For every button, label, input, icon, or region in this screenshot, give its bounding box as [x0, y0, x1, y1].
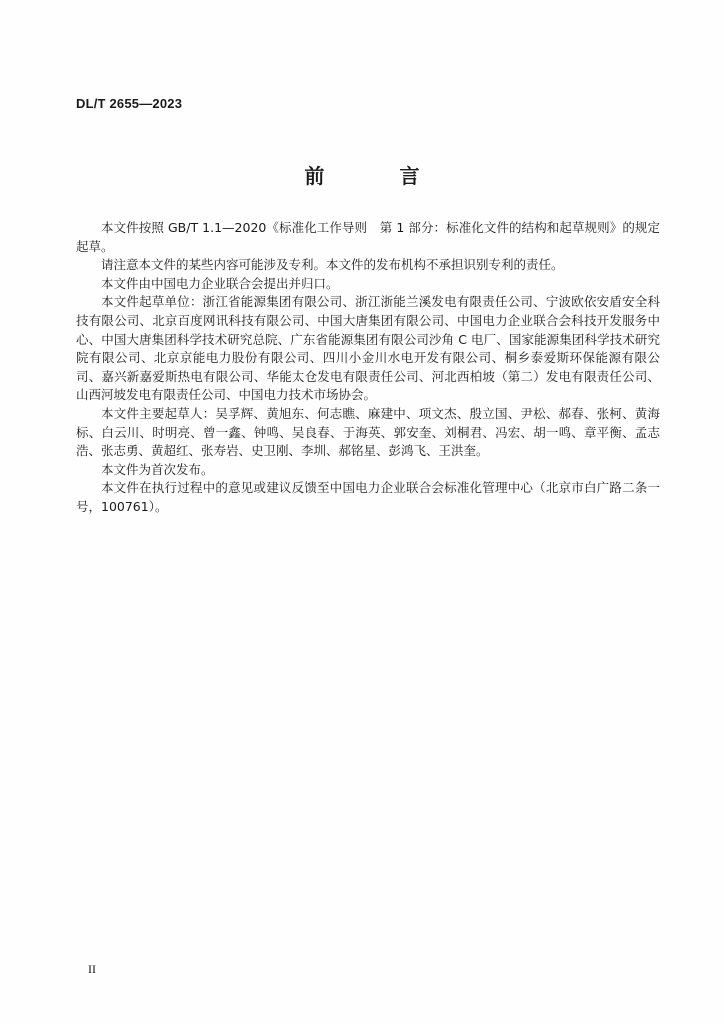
paragraph-drafters: 本文件主要起草人：吴孚辉、黄旭东、何志瞧、麻建中、项文杰、殷立国、尹松、郝春、张柯、黄海标、白云川、时明亮、曾一鑫、钟鸣、吴良春、于海英、郭安奎、刘桐君、冯宏、胡一鸣、章平衡、孟志浩、张志勇、黄超红、张寿岩、史卫刚、李圳、郝铭星、彭鸿飞、王洪奎。 — [76, 405, 660, 459]
paragraph-drafting-rules: 本文件按照 GB/T 1.1—2020《标准化工作导则 第 1 部分：标准化文件的结构和起草规则》的规定起草。 — [76, 220, 660, 254]
page-title: 前 言 — [304, 164, 454, 188]
page-number: II — [88, 962, 96, 976]
paragraph-drafting-units: 本文件起草单位：浙江省能源集团有限公司、浙江浙能兰溪发电有限责任公司、宁波欧依安盾安全科技有限公司、北京百度网讯科技有限公司、中国大唐集团有限公司、中国电力企业联合会科技开发服务中心、中国大唐集团科学技术研究总院、广东省能源集团有限公司沙角 C 电厂、国家能源集团科学技术研究院有限公司、北京京能电力股份有限公司、四川小金川水电开发有限公司、桐乡泰爱斯环保能源有限公司、嘉兴新嘉爱斯热电有限公司、华能太仓发电有限责任公司、河北西柏坡（第二）发电有限责任公司、山西河坡发电有限责任公司、中国电力技术市场协会。 — [76, 294, 660, 403]
preface-body — [76, 219, 660, 517]
document-code: DL/T 2655—2023 — [76, 96, 183, 111]
paragraph-proposer: 本文件由中国电力企业联合会提出并归口。 — [101, 275, 339, 291]
paragraph-patent-notice: 请注意本文件的某些内容可能涉及专利。本文件的发布机构不承担识别专利的责任。 — [101, 257, 564, 273]
paragraph-first-release: 本文件为首次发布。 — [101, 461, 214, 477]
paragraph-feedback: 本文件在执行过程中的意见或建议反馈至中国电力企业联合会标准化管理中心（北京市白广路二条一号，100761）。 — [76, 480, 660, 514]
